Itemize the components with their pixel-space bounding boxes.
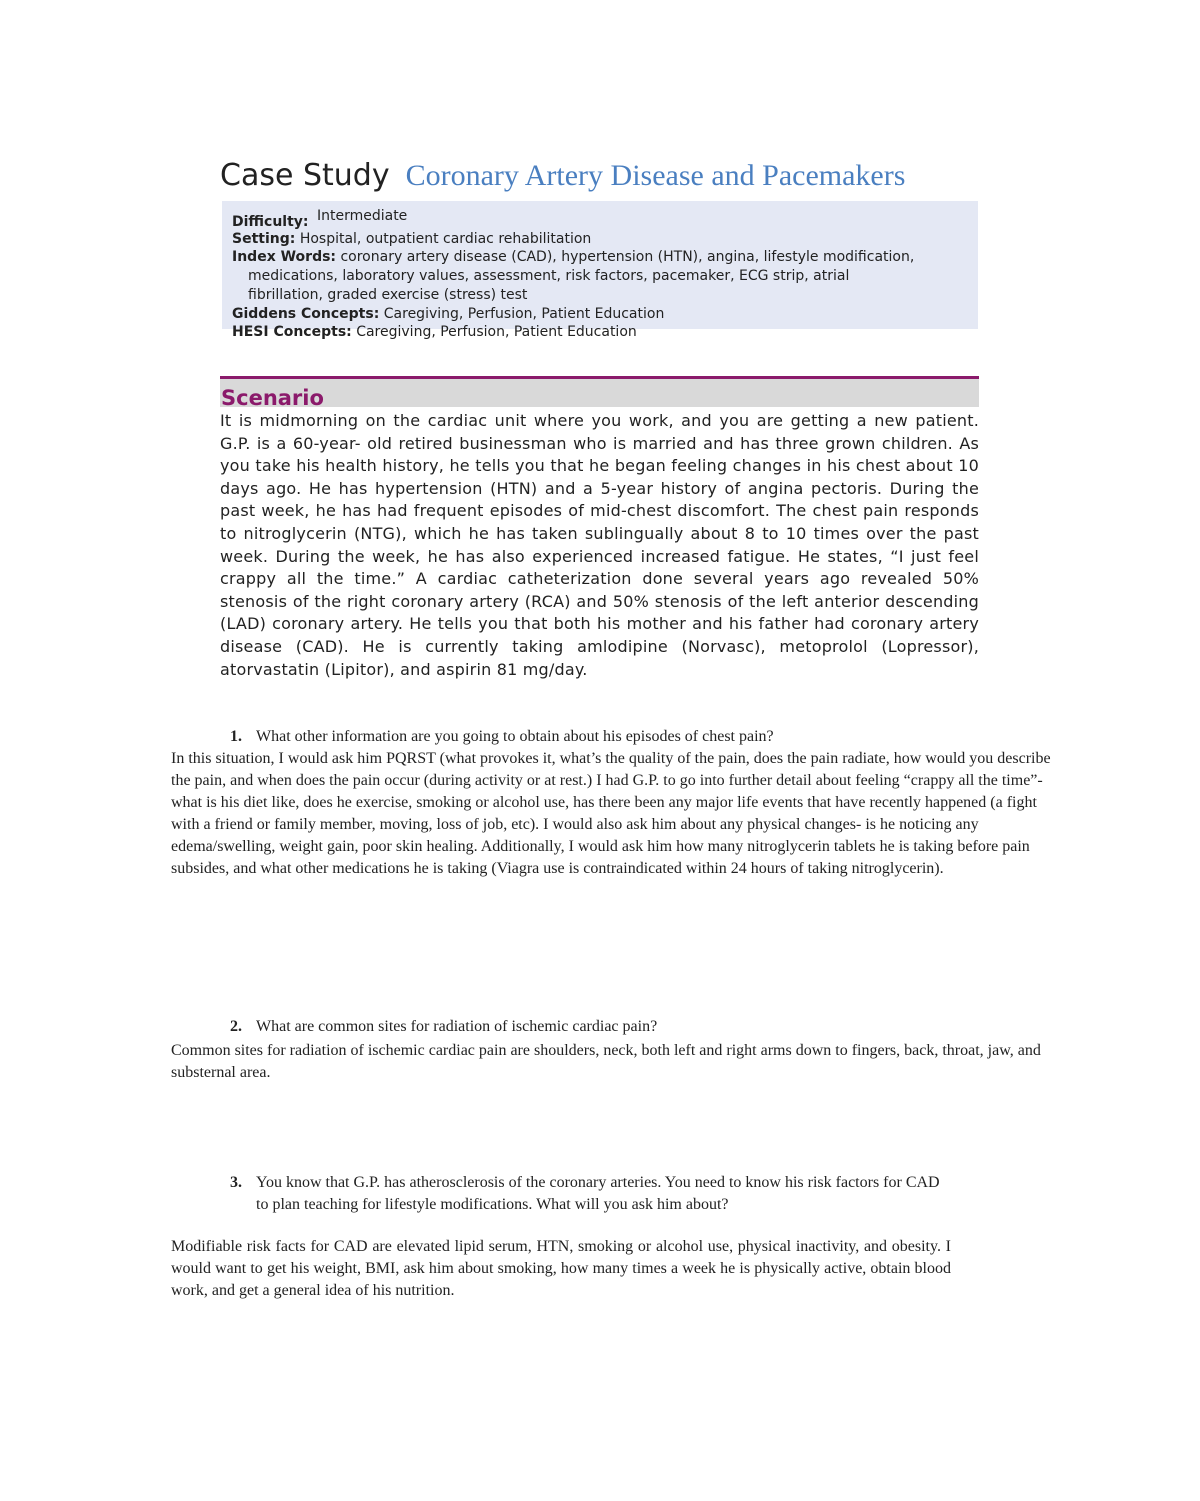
hesi-label: HESI Concepts: [232,324,352,340]
hesi-value: Caregiving, Perfusion, Patient Education [356,324,637,340]
title-main: Coronary Artery Disease and Pacemakers [405,159,906,192]
answer-3: Modifiable risk facts for CAD are elevated lipid serum, HTN, smoking or alcohol use, physical inactivity, and obesity. I would want to get his weight, BMI, ask him about smoking, how many times a week he is physically active, obtain blood work, and get a general idea of his nutrition. [171,1238,951,1299]
answer-2: Common sites for radiation of ischemic cardiac pain are shoulders, neck, both left and right arms down to fingers, back, throat, jaw, and substernal area. [171,1042,1041,1081]
setting-row [232,230,968,249]
question-2 [230,1016,850,1038]
question-3-text: You know that G.P. has atherosclerosis of the coronary arteries. You need to know his risk factors for CAD to plan teaching for lifestyle modifications. What will you ask him about? [256,1174,940,1213]
difficulty-value: Intermediate [316,208,408,224]
question-2-text: What are common sites for radiation of ischemic cardiac pain? [256,1018,658,1035]
setting-label: Setting: [232,231,296,247]
index-words-row [232,248,968,305]
scenario-text: It is midmorning on the cardiac unit where you work, and you are getting a new patient. G.P. is a 60-year- old retired businessman who is married and has three grown children. As you take his health history, he tells you that he began feeling changes in his chest about 10 days ago. He has hypertension (HTN) and a 5-year history of angina pectoris. During the past week, he has had frequent episodes of mid-chest discomfort. The chest pain responds to nitroglycerin (NTG), which he has taken sublingually about 8 to 10 times over the past week. During the week, he has also experienced increased fatigue. He states, “I just feel crappy all the time.” A cardiac catheterization done several years ago revealed 50% stenosis of the right coronary artery (RCA) and 50% stenosis of the left anterior descending (LAD) coronary artery. He tells you that both his mother and his father had coronary artery disease (CAD). He is currently taking amlodipine (Norvasc), metoprolol (Lopressor), atorvastatin (Lipitor), and aspirin 81 mg/day. [220,411,979,679]
giddens-value: Caregiving, Perfusion, Patient Education [383,306,665,322]
question-3 [230,1172,960,1216]
question-1-number: 1. [230,728,242,745]
page-title [220,158,905,193]
answer-1: In this situation, I would ask him PQRST (what provokes it, what’s the quality of the pain, does the pain radiate, how would you describe the pain, and when does the pain occur (during activity or at rest.) I had G.P. to go into further detail about feeling “crappy all the time”- what is his diet like, does he exercise, smoking or alcohol use, has there been any major life events that have recently happened (a fight with a friend or family member, moving, loss of job, etc). I would also ask him about any physical changes- is he noticing any edema/swelling, weight gain, poor skin healing. Additionally, I would ask him how many nitroglycerin tablets he is taking before pain subsides, and what other medications he is taking (Viagra use is contraindicated within 24 hours of taking nitroglycerin). [171,750,1051,877]
case-info-box [222,201,978,340]
question-3-number: 3. [230,1174,242,1191]
scenario-heading-band [220,379,979,407]
index-words-line-1: coronary artery disease (CAD), hypertension (HTN), angina, lifestyle modification, [340,249,915,265]
index-words-label: Index Words: [232,249,337,265]
title-prefix: Case Study [220,158,390,193]
hesi-row [232,323,968,342]
giddens-label: Giddens Concepts: [232,306,380,322]
question-1-text: What other information are you going to obtain about his episodes of chest pain? [256,728,774,745]
scenario-heading: Scenario [221,386,324,410]
index-words-line-2: medications, laboratory values, assessment, risk factors, pacemaker, ECG strip, atrial [248,268,850,284]
question-2-number: 2. [230,1018,242,1035]
difficulty-row [232,207,968,230]
giddens-row [232,305,968,324]
index-words-line-3: fibrillation, graded exercise (stress) test [248,287,528,303]
difficulty-label: Difficulty: [232,214,309,230]
setting-value: Hospital, outpatient cardiac rehabilitation [299,231,592,247]
question-1 [230,726,850,748]
